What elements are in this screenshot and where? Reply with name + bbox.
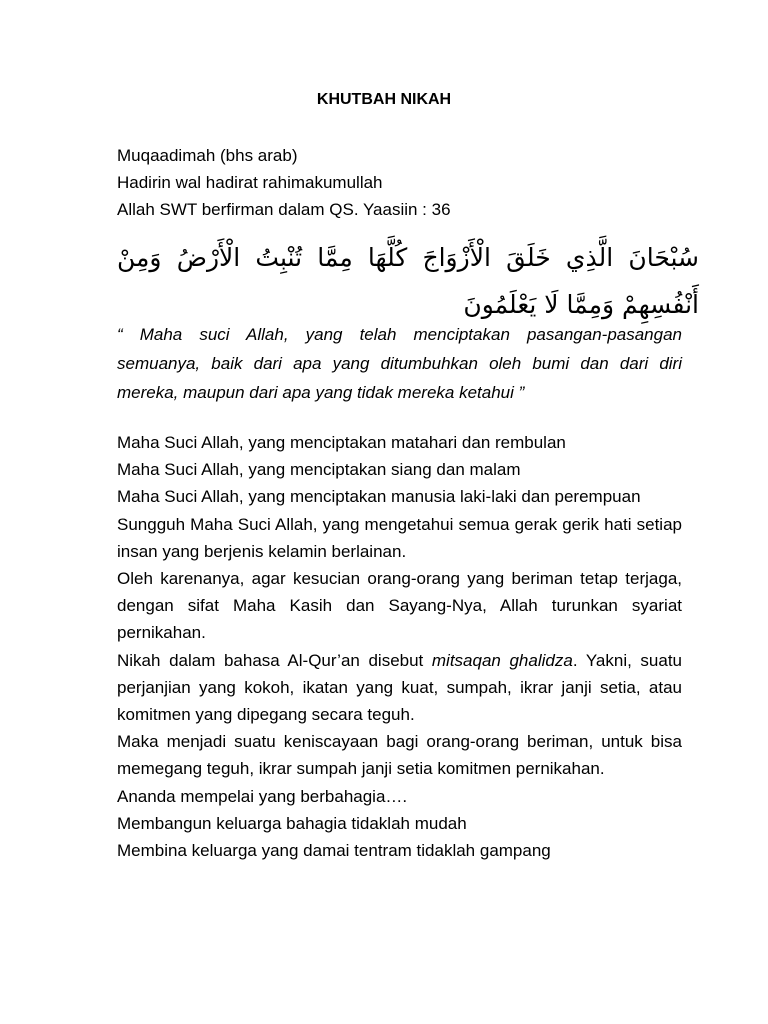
body-paragraph: Maha Suci Allah, yang menciptakan matahari dan rembulan bbox=[117, 433, 566, 452]
body-paragraph: Maha Suci Allah, yang menciptakan siang dan malam bbox=[117, 460, 521, 480]
intro-line: Muqaadimah (bhs arab) bbox=[117, 146, 298, 165]
nikah-paragraph bbox=[117, 647, 682, 729]
nikah-text-after: . Yakni, suatu perjanjian yang kokoh, ikatan yang kuat, sumpah, ikrar janji setia, atau komitmen yang dipegang secara teguh. bbox=[117, 650, 683, 725]
sermon-body bbox=[117, 429, 682, 864]
arabic-verse: سُبْحَانَ الَّذِي خَلَقَ الْأَزْوَاجَ كُلَّهَا مِمَّا تُنْبِتُ الْأَرْضُ وَمِنْ أَنْفُسِهِمْ وَمِمَّا لَا يَعْلَمُونَ bbox=[117, 243, 699, 319]
body-paragraph: Oleh karenanya, agar kesucian orang-orang yang beriman tetap terjaga, dengan sifat Maha Kasih dan Sayang-Nya, Allah turunkan syariat pernikahan. bbox=[117, 569, 682, 643]
body-paragraph: Membangun keluarga bahagia tidaklah mudah bbox=[117, 813, 467, 833]
body-paragraph: Maha Suci Allah, yang menciptakan manusia laki-laki dan perempuan bbox=[117, 487, 641, 507]
body-paragraph: Sungguh Maha Suci Allah, yang mengetahui semua gerak gerik hati setiap insan yang berjenis kelamin berlainan. bbox=[117, 514, 682, 561]
intro-line: Allah SWT berfirman dalam QS. Yaasiin : 36 bbox=[117, 200, 451, 219]
intro-lines bbox=[117, 142, 682, 223]
body-paragraph: Maka menjadi suatu keniscayaan bagi orang-orang beriman, untuk bisa memegang teguh, ikrar sumpah janji setia komitmen pernikahan. bbox=[117, 732, 682, 779]
nikah-text-before: Nikah dalam bahasa Al-Qur’an disebut bbox=[117, 650, 432, 670]
body-paragraph: Membina keluarga yang damai tentram tidaklah gampang bbox=[117, 841, 551, 861]
verse-translation: “ Maha suci Allah, yang telah menciptakan pasangan-pasangan semuanya, baik dari apa yang ditumbuhkan oleh bumi dan dari diri mereka, maupun dari apa yang tidak mereka ketahui ” bbox=[117, 325, 682, 402]
document-title: KHUTBAH NIKAH bbox=[316, 91, 452, 108]
body-paragraph: Ananda mempelai yang berbahagia…. bbox=[117, 786, 408, 806]
nikah-term: mitsaqan ghalidza bbox=[431, 650, 573, 670]
intro-line: Hadirin wal hadirat rahimakumullah bbox=[117, 173, 383, 192]
